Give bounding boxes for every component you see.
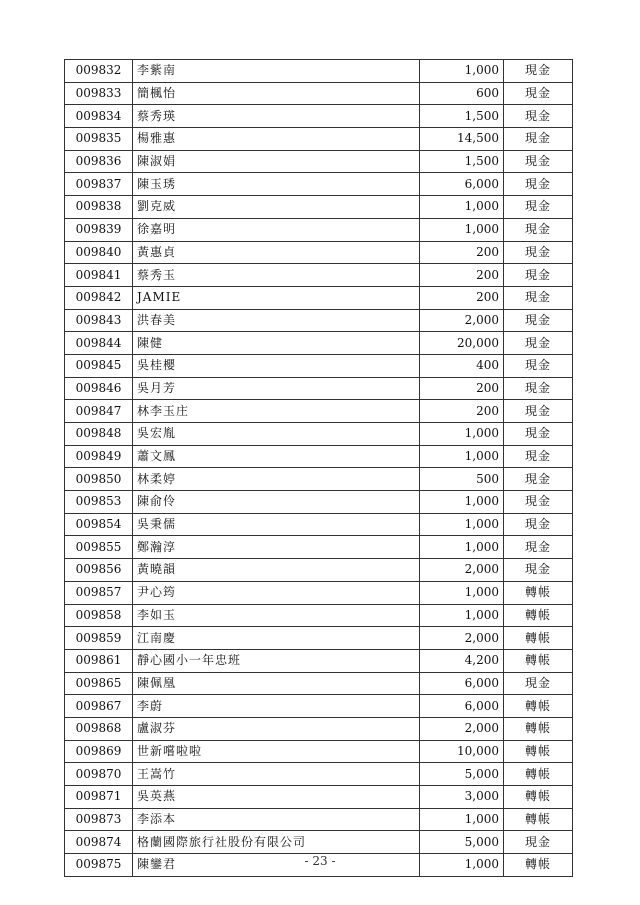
amount-cell: 1,000 <box>420 604 504 627</box>
receipt-number-cell: 009834 <box>65 105 133 128</box>
receipt-number-cell: 009842 <box>65 286 133 309</box>
payment-method-cell: 現金 <box>504 60 573 83</box>
receipt-number-cell: 009870 <box>65 763 133 786</box>
table-row <box>65 105 573 128</box>
payment-method-cell: 現金 <box>504 105 573 128</box>
payment-method-cell: 現金 <box>504 559 573 582</box>
payment-method-cell: 現金 <box>504 672 573 695</box>
amount-cell: 3,000 <box>420 786 504 809</box>
amount-cell: 500 <box>420 468 504 491</box>
amount-cell: 1,500 <box>420 150 504 173</box>
payment-method-cell: 現金 <box>504 468 573 491</box>
table-row <box>65 286 573 309</box>
donor-name-cell: 李蔚 <box>133 695 420 718</box>
payment-method-cell: 現金 <box>504 491 573 514</box>
receipt-number-cell: 009854 <box>65 513 133 536</box>
donor-name-cell: 蔡秀瑛 <box>133 105 420 128</box>
payment-method-cell: 現金 <box>504 82 573 105</box>
receipt-number-cell: 009875 <box>65 854 133 877</box>
donor-name-cell: 吳桂櫻 <box>133 354 420 377</box>
payment-method-cell: 現金 <box>504 354 573 377</box>
table-row <box>65 468 573 491</box>
table-row <box>65 128 573 151</box>
table-row <box>65 672 573 695</box>
amount-cell: 1,000 <box>420 60 504 83</box>
payment-method-cell: 現金 <box>504 286 573 309</box>
payment-method-cell: 轉帳 <box>504 581 573 604</box>
donor-name-cell: 李如玉 <box>133 604 420 627</box>
receipt-number-cell: 009865 <box>65 672 133 695</box>
table-row <box>65 196 573 219</box>
donor-name-cell: 鄭瀚淳 <box>133 536 420 559</box>
donor-name-cell: 徐嘉明 <box>133 218 420 241</box>
receipt-number-cell: 009874 <box>65 831 133 854</box>
donor-name-cell: 江南慶 <box>133 627 420 650</box>
receipt-number-cell: 009858 <box>65 604 133 627</box>
receipt-number-cell: 009844 <box>65 332 133 355</box>
amount-cell: 1,000 <box>420 218 504 241</box>
amount-cell: 1,000 <box>420 196 504 219</box>
table-row <box>65 604 573 627</box>
amount-cell: 20,000 <box>420 332 504 355</box>
receipt-number-cell: 009850 <box>65 468 133 491</box>
receipt-number-cell: 009849 <box>65 445 133 468</box>
donor-name-cell: 簡楓怡 <box>133 82 420 105</box>
table-row <box>65 150 573 173</box>
receipt-number-cell: 009856 <box>65 559 133 582</box>
table-row <box>65 649 573 672</box>
payment-method-cell: 現金 <box>504 423 573 446</box>
amount-cell: 200 <box>420 377 504 400</box>
amount-cell: 2,000 <box>420 559 504 582</box>
payment-method-cell: 現金 <box>504 377 573 400</box>
table-row <box>65 400 573 423</box>
receipt-number-cell: 009840 <box>65 241 133 264</box>
table-row <box>65 173 573 196</box>
amount-cell: 2,000 <box>420 627 504 650</box>
table-row <box>65 808 573 831</box>
donor-name-cell: 陳玉琇 <box>133 173 420 196</box>
receipt-number-cell: 009843 <box>65 309 133 332</box>
amount-cell: 6,000 <box>420 672 504 695</box>
receipt-number-cell: 009857 <box>65 581 133 604</box>
amount-cell: 2,000 <box>420 717 504 740</box>
receipt-number-cell: 009871 <box>65 786 133 809</box>
amount-cell: 1,000 <box>420 445 504 468</box>
donor-name-cell: 林柔婷 <box>133 468 420 491</box>
table-row <box>65 695 573 718</box>
receipt-number-cell: 009845 <box>65 354 133 377</box>
donor-name-cell: 陳淑娟 <box>133 150 420 173</box>
donor-name-cell: 吳英燕 <box>133 786 420 809</box>
payment-method-cell: 現金 <box>504 445 573 468</box>
amount-cell: 6,000 <box>420 173 504 196</box>
payment-method-cell: 轉帳 <box>504 763 573 786</box>
page-number: - 23 - <box>304 854 336 868</box>
amount-cell: 5,000 <box>420 831 504 854</box>
table-row <box>65 559 573 582</box>
payment-method-cell: 轉帳 <box>504 627 573 650</box>
payment-method-cell: 現金 <box>504 196 573 219</box>
receipt-number-cell: 009833 <box>65 82 133 105</box>
payment-method-cell: 現金 <box>504 241 573 264</box>
table-row <box>65 786 573 809</box>
table-row <box>65 831 573 854</box>
table-row <box>65 491 573 514</box>
payment-method-cell: 轉帳 <box>504 695 573 718</box>
payment-method-cell: 現金 <box>504 264 573 287</box>
table-row <box>65 82 573 105</box>
payment-method-cell: 現金 <box>504 128 573 151</box>
donor-name-cell: 尹心筠 <box>133 581 420 604</box>
donor-name-cell: 陳鑾君 <box>133 854 420 877</box>
donor-name-cell: 格蘭國際旅行社股份有限公司 <box>133 831 420 854</box>
receipt-number-cell: 009835 <box>65 128 133 151</box>
receipt-number-cell: 009838 <box>65 196 133 219</box>
donor-name-cell: 李紫南 <box>133 60 420 83</box>
payment-method-cell: 轉帳 <box>504 649 573 672</box>
table-row <box>65 377 573 400</box>
receipt-number-cell: 009848 <box>65 423 133 446</box>
table-row <box>65 60 573 83</box>
amount-cell: 200 <box>420 400 504 423</box>
donor-name-cell: 吳宏胤 <box>133 423 420 446</box>
amount-cell: 1,000 <box>420 581 504 604</box>
amount-cell: 1,000 <box>420 536 504 559</box>
table-row <box>65 264 573 287</box>
amount-cell: 1,000 <box>420 491 504 514</box>
receipt-number-cell: 009867 <box>65 695 133 718</box>
payment-method-cell: 現金 <box>504 536 573 559</box>
table-row <box>65 627 573 650</box>
donor-name-cell: 陳健 <box>133 332 420 355</box>
donor-name-cell: 吳月芳 <box>133 377 420 400</box>
donor-name-cell: 黃曉韻 <box>133 559 420 582</box>
donor-name-cell: 劉克威 <box>133 196 420 219</box>
table-row <box>65 445 573 468</box>
amount-cell: 1,000 <box>420 808 504 831</box>
donor-name-cell: 黃惠貞 <box>133 241 420 264</box>
donor-name-cell: 王嵩竹 <box>133 763 420 786</box>
payment-method-cell: 現金 <box>504 173 573 196</box>
receipt-number-cell: 009836 <box>65 150 133 173</box>
receipt-number-cell: 009868 <box>65 717 133 740</box>
receipt-number-cell: 009859 <box>65 627 133 650</box>
amount-cell: 10,000 <box>420 740 504 763</box>
donor-name-cell: 陳佩凰 <box>133 672 420 695</box>
amount-cell: 1,000 <box>420 513 504 536</box>
payment-method-cell: 現金 <box>504 332 573 355</box>
table-row <box>65 581 573 604</box>
payment-method-cell: 現金 <box>504 400 573 423</box>
table-row <box>65 241 573 264</box>
donation-table <box>64 59 573 877</box>
amount-cell: 200 <box>420 286 504 309</box>
amount-cell: 600 <box>420 82 504 105</box>
table-row <box>65 309 573 332</box>
donor-name-cell: 靜心國小一年忠班 <box>133 649 420 672</box>
payment-method-cell: 現金 <box>504 218 573 241</box>
payment-method-cell: 轉帳 <box>504 854 573 877</box>
receipt-number-cell: 009846 <box>65 377 133 400</box>
receipt-number-cell: 009873 <box>65 808 133 831</box>
payment-method-cell: 轉帳 <box>504 717 573 740</box>
donor-name-cell: 蕭文鳳 <box>133 445 420 468</box>
donor-name-cell: 洪春美 <box>133 309 420 332</box>
amount-cell: 14,500 <box>420 128 504 151</box>
donor-name-cell: 陳俞伶 <box>133 491 420 514</box>
amount-cell: 6,000 <box>420 695 504 718</box>
table-row <box>65 423 573 446</box>
payment-method-cell: 轉帳 <box>504 786 573 809</box>
table-row <box>65 763 573 786</box>
amount-cell: 2,000 <box>420 309 504 332</box>
payment-method-cell: 現金 <box>504 150 573 173</box>
table-row <box>65 740 573 763</box>
receipt-number-cell: 009839 <box>65 218 133 241</box>
table-row <box>65 717 573 740</box>
payment-method-cell: 現金 <box>504 513 573 536</box>
donation-table-body <box>65 60 573 877</box>
receipt-number-cell: 009853 <box>65 491 133 514</box>
payment-method-cell: 轉帳 <box>504 740 573 763</box>
donor-name-cell: 蔡秀玉 <box>133 264 420 287</box>
amount-cell: 200 <box>420 241 504 264</box>
receipt-number-cell: 009841 <box>65 264 133 287</box>
receipt-number-cell: 009861 <box>65 649 133 672</box>
table-row <box>65 513 573 536</box>
amount-cell: 400 <box>420 354 504 377</box>
donor-name-cell: 吳秉儒 <box>133 513 420 536</box>
table-row <box>65 332 573 355</box>
payment-method-cell: 轉帳 <box>504 808 573 831</box>
table-row <box>65 536 573 559</box>
donor-name-cell: 李添本 <box>133 808 420 831</box>
donor-name-cell: 盧淑芬 <box>133 717 420 740</box>
amount-cell: 5,000 <box>420 763 504 786</box>
payment-method-cell: 轉帳 <box>504 604 573 627</box>
amount-cell: 1,500 <box>420 105 504 128</box>
donor-name-cell: 林李玉庄 <box>133 400 420 423</box>
payment-method-cell: 現金 <box>504 309 573 332</box>
table-row <box>65 354 573 377</box>
receipt-number-cell: 009869 <box>65 740 133 763</box>
receipt-number-cell: 009837 <box>65 173 133 196</box>
receipt-number-cell: 009855 <box>65 536 133 559</box>
table-row <box>65 218 573 241</box>
receipt-number-cell: 009832 <box>65 60 133 83</box>
amount-cell: 1,000 <box>420 854 504 877</box>
donor-name-cell: 楊雅惠 <box>133 128 420 151</box>
donor-name-cell: JAMIE <box>133 286 420 309</box>
payment-method-cell: 現金 <box>504 831 573 854</box>
amount-cell: 200 <box>420 264 504 287</box>
amount-cell: 1,000 <box>420 423 504 446</box>
donor-name-cell: 世新嚐啦啦 <box>133 740 420 763</box>
receipt-number-cell: 009847 <box>65 400 133 423</box>
amount-cell: 4,200 <box>420 649 504 672</box>
